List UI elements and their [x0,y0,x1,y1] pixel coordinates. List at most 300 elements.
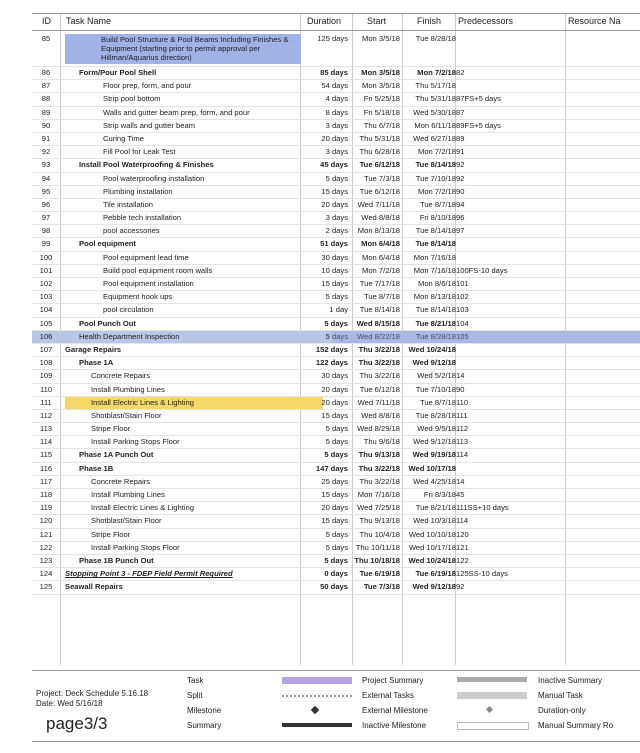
task-start: Thu 9/13/18 [358,450,400,460]
task-predecessors: 102 [456,292,469,302]
task-id: 123 [39,555,53,565]
task-name: Install Plumbing Lines [91,384,165,394]
task-id: 118 [39,490,53,499]
task-id: 93 [41,160,51,170]
task-predecessors: 14 [456,476,465,486]
task-start: Tue 6/19/18 [359,569,400,579]
task-name: Strip walls and gutter beam [103,120,196,130]
task-finish: Mon 8/13/18 [413,292,456,302]
task-name: Build pool equipment room walls [103,265,213,275]
task-finish: Wed 10/3/18 [413,516,456,526]
task-start: Thu 3/22/18 [359,371,400,381]
table-row [32,252,640,265]
task-predecessors: 96 [456,213,465,223]
task-duration: 4 days [325,94,348,104]
task-start: Thu 10/11/18 [355,542,400,552]
task-finish: Fri 8/10/18 [419,213,456,223]
table-row [32,357,640,370]
table-row [32,186,640,199]
task-finish: Wed 9/12/18 [413,437,456,447]
task-start: Wed 8/29/18 [357,424,400,434]
task-finish: Mon 7/16/18 [413,265,456,275]
task-start: Tue 7/3/18 [363,173,400,183]
task-finish: Wed 9/12/18 [412,358,456,368]
task-finish: Wed 4/25/18 [413,476,456,486]
task-name: Pool Punch Out [79,318,136,328]
task-name: Pebble tech installation [103,213,182,223]
task-id: 90 [41,120,51,130]
task-start: Thu 3/22/18 [359,476,400,486]
task-name: Walls and gutter beam prep, form, and pour [103,107,250,117]
task-start: Wed 8/22/18 [357,331,400,341]
legend-split: Split [187,691,203,700]
task-predecessors: 94 [456,199,465,209]
task-duration: 15 days [321,186,348,196]
task-name: Concrete Repairs [91,371,151,381]
task-duration: 45 days [320,160,348,170]
legend-inactive-summary: Inactive Summary [538,676,603,685]
inactive-milestone-symbol [457,722,529,730]
task-finish: Mon 7/2/18 [417,68,456,77]
task-duration: 15 days [321,279,348,288]
task-predecessors: 92 [456,173,465,183]
task-finish: Tue 6/19/18 [415,569,456,579]
task-name: Pool equipment installation [103,279,194,288]
task-finish: Tue 8/7/18 [419,397,456,407]
header-start: Start [367,16,387,26]
task-name: Health Department Inspection [79,331,180,341]
task-duration: 0 days [324,569,348,579]
legend-inactive-milestone: Inactive Milestone [362,721,427,730]
task-predecessors: 97 [456,226,465,236]
table-row [32,384,640,397]
table-row [32,146,640,159]
table-row [32,238,640,251]
table-row [32,581,640,594]
task-start: Tue 7/3/18 [363,582,400,592]
task-start: Mon 3/5/18 [362,81,400,91]
task-finish: Wed 10/17/18 [408,542,456,552]
task-name: Garage Repairs [65,344,122,354]
task-id: 106 [39,331,53,341]
split-symbol [282,695,352,697]
task-name: Phase 1A [79,358,114,368]
task-duration: 147 days [315,463,348,473]
table-header [32,13,640,31]
task-duration: 30 days [321,252,348,262]
task-duration: 51 days [320,239,348,249]
table-row [32,370,640,383]
task-id: 97 [41,213,51,223]
task-duration: 5 days [324,555,348,565]
task-name: Stopping Point 3 - FDEP Field Permit Required [65,569,233,579]
task-finish: Wed 9/5/18 [417,424,456,434]
task-predecessors: 111 [456,410,468,420]
task-finish: Tue 8/28/18 [415,34,456,43]
table-row [32,93,640,106]
task-name: Floor prep, form, and pour [103,81,192,91]
task-id: 111 [40,397,52,407]
task-predecessors: 112 [456,424,469,434]
header-duration: Duration [307,16,342,26]
task-name: Phase 1A Punch Out [79,450,154,460]
task-predecessors: 90 [456,186,465,196]
task-finish: Mon 7/16/18 [413,252,456,262]
task-name: Install Electric Lines & Lighting [91,503,194,513]
task-start: Thu 10/4/18 [359,529,400,539]
table-row [32,291,640,304]
task-finish: Wed 9/19/18 [412,450,456,460]
task-start: Thu 6/7/18 [363,120,400,130]
external-tasks-symbol [457,692,527,699]
table-row [32,555,640,568]
table-row [32,542,640,555]
task-predecessors: 110 [456,397,469,407]
task-duration: 20 days [321,199,348,209]
task-predecessors: 121 [456,542,469,552]
task-name: Curing Time [103,133,144,143]
task-duration: 125 days [317,34,348,43]
table-row [32,410,640,423]
table-row [32,133,640,146]
task-predecessors: 104 [456,318,469,328]
task-finish: Tue 8/28/18 [415,331,456,341]
task-finish: Wed 6/27/18 [413,133,456,143]
task-id: 121 [39,529,53,539]
task-start: Tue 8/14/18 [359,305,400,315]
legend-manual-task: Manual Task [538,691,583,700]
task-id: 112 [39,410,53,420]
task-id: 94 [41,173,51,183]
table-row [32,212,640,225]
task-id: 117 [39,476,53,486]
task-start: Thu 3/22/18 [358,344,400,354]
task-start: Mon 6/4/18 [362,252,400,262]
task-start: Thu 6/28/18 [359,147,400,157]
summary-bar-symbol [282,723,352,727]
table-row [32,173,640,186]
task-start: Tue 8/7/18 [363,292,400,302]
task-duration: 5 days [324,450,348,460]
task-bar-symbol [282,677,352,684]
table-row [32,489,640,502]
task-name: Install Plumbing Lines [91,490,165,499]
table-row [32,199,640,212]
task-predecessors: 92 [456,582,465,592]
task-name: Phase 1B Punch Out [79,555,154,565]
task-id: 105 [39,318,53,328]
legend-task: Task [187,676,204,685]
task-predecessors: 125SS-10 days [456,569,508,579]
legend-external-tasks: External Tasks [362,691,414,700]
task-duration: 5 days [325,529,348,539]
task-name: Shotblast/Stain Floor [91,410,162,420]
task-name: Pool equipment [79,239,136,249]
task-duration: 25 days [321,476,348,486]
table-row [32,331,640,344]
project-info [36,689,148,709]
project-date: Date: Wed 5/16/18 [36,699,103,708]
task-duration: 2 days [325,226,348,236]
task-start: Mon 7/16/18 [357,490,400,499]
task-duration: 5 days [325,424,348,434]
task-name: Strip pool bottom [103,94,161,104]
task-duration: 5 days [325,437,348,447]
header-id: ID [42,16,51,26]
header-resource: Resource Na [568,16,621,26]
task-id: 100 [39,252,53,262]
header-predecessors: Predecessors [458,16,514,26]
task-name: pool accessories [103,226,160,236]
task-finish: Tue 8/7/18 [419,199,456,209]
table-row [32,107,640,120]
task-start: Wed 8/8/18 [361,410,400,420]
task-finish: Wed 10/10/18 [408,529,456,539]
task-duration: 10 days [321,265,348,275]
task-finish: Wed 5/2/18 [417,371,456,381]
task-id: 119 [39,503,53,513]
task-id: 95 [41,186,51,196]
task-duration: 85 days [320,68,348,77]
task-id: 109 [39,371,53,381]
task-id: 125 [39,582,53,592]
task-predecessors: 111SS+10 days [456,503,509,513]
task-duration: 54 days [321,81,348,91]
task-predecessors: 101 [456,279,469,288]
task-duration: 15 days [321,516,348,526]
task-name: Plumbing installation [103,186,173,196]
task-predecessors: 113 [456,437,469,447]
task-start: Thu 9/13/18 [359,516,400,526]
project-name: Project: Deck Schedule 5.16.18 [36,689,149,698]
task-start: Tue 6/12/18 [359,160,400,170]
table-row [32,265,640,278]
task-predecessors: 114 [456,516,469,526]
task-finish: Tue 8/21/18 [415,503,456,513]
task-id: 86 [41,68,51,77]
task-start: Mon 7/2/18 [362,265,400,275]
task-predecessors: 87 [456,107,465,117]
task-finish: Wed 10/24/18 [408,555,456,565]
task-start: Tue 7/17/18 [359,279,400,288]
table-row [32,67,640,80]
task-start: Thu 3/22/18 [358,358,400,368]
table-row [32,436,640,449]
legend-manual-summary: Manual Summary Ro [538,721,614,730]
task-start: Thu 5/31/18 [359,133,400,143]
task-id: 96 [41,199,51,209]
header-finish: Finish [417,16,442,26]
milestone-diamond-icon [311,706,319,714]
task-duration: 20 days [321,503,348,513]
task-duration: 20 days [321,397,348,407]
task-name: Install Parking Stops Floor [91,542,180,552]
task-duration: 3 days [325,147,348,157]
table-row [32,529,640,542]
task-duration: 8 days [325,107,348,117]
table-row [32,449,640,462]
task-finish: Tue 8/21/18 [415,318,456,328]
task-predecessors: 14 [456,371,465,381]
task-name: Stripe Floor [91,529,131,539]
table-row [32,80,640,93]
task-duration: 30 days [321,371,348,381]
task-duration: 5 days [325,542,348,552]
task-finish: Tue 7/10/18 [415,384,456,394]
task-predecessors: 91 [456,147,465,157]
task-id: 99 [41,239,51,249]
task-duration: 20 days [321,384,348,394]
task-start: Wed 8/8/18 [361,213,400,223]
task-predecessors: 114 [456,450,469,460]
task-id: 102 [39,279,53,288]
task-name: Install Electric Lines & Lighting [65,397,323,409]
task-start: Mon 8/13/18 [357,226,400,236]
task-name: Form/Pour Pool Shell [79,68,157,77]
task-id: 89 [41,107,51,117]
task-predecessors: 89FS+5 days [456,120,501,130]
task-duration: 5 days [325,173,348,183]
task-id: 120 [39,516,53,526]
task-name: Pool equipment lead time [103,252,189,262]
task-start: Thu 3/22/18 [358,463,400,473]
task-predecessors: 120 [456,529,469,539]
task-start: Wed 7/11/18 [357,397,400,407]
table-row [32,120,640,133]
task-predecessors: 122 [456,555,469,565]
task-finish: Wed 9/12/18 [412,582,456,592]
task-table [32,31,640,595]
task-predecessors: 90 [456,384,465,394]
task-start: Mon 6/4/18 [361,239,400,249]
task-duration: 1 day [329,305,348,315]
task-predecessors: 105 [456,331,469,341]
task-id: 92 [41,147,51,157]
task-finish: Fri 8/3/18 [423,490,456,499]
task-finish: Tue 8/14/18 [415,160,456,170]
task-finish: Wed 10/17/18 [408,463,456,473]
project-summary-symbol [457,677,527,682]
table-row [32,476,640,489]
task-duration: 122 days [315,358,348,368]
legend-milestone: Milestone [187,706,222,715]
task-id: 101 [39,265,53,275]
task-id: 108 [39,358,53,368]
external-milestone-icon [486,706,493,713]
task-name: pool circulation [103,305,154,315]
task-start: Mon 3/5/18 [362,34,400,43]
task-name: Pool waterproofing installation [103,173,205,183]
task-predecessors: 87FS+5 days [456,94,501,104]
legend-project-summary: Project Summary [362,676,424,685]
task-finish: Tue 7/10/18 [415,173,456,183]
task-duration: 15 days [321,410,348,420]
task-duration: 50 days [320,582,348,592]
task-predecessors: 89 [456,133,465,143]
table-row [32,159,640,172]
task-finish: Mon 6/11/18 [414,120,456,130]
task-name: Install Pool Waterproofing & Finishes [79,160,214,170]
task-start: Fri 5/18/18 [363,107,400,117]
table-row [32,318,640,331]
task-predecessors: 92 [456,160,465,170]
task-finish: Wed 5/30/18 [413,107,456,117]
task-finish: Thu 5/17/18 [415,81,456,91]
task-name: Install Parking Stops Floor [91,437,180,447]
task-finish: Mon 7/2/18 [418,147,456,157]
task-id: 98 [41,226,51,236]
task-id: 115 [39,450,53,460]
task-predecessors: 45 [456,490,465,499]
task-start: Wed 7/11/18 [357,199,400,209]
task-predecessors: 103 [456,305,469,315]
table-row [32,515,640,528]
task-id: 103 [39,292,53,302]
header-task-name: Task Name [66,16,112,26]
legend-summary: Summary [187,721,222,730]
task-id: 87 [41,81,51,91]
task-predecessors: 100FS-10 days [456,265,508,275]
legend [32,670,640,742]
task-finish: Tue 8/28/18 [415,410,456,420]
task-predecessors: 82 [456,68,465,77]
table-row [32,423,640,436]
task-duration: 3 days [325,213,348,223]
table-row [32,568,640,581]
legend-duration-only: Duration-only [538,706,586,715]
task-finish: Mon 7/2/18 [418,186,456,196]
task-duration: 3 days [325,120,348,130]
task-finish: Tue 8/14/18 [415,239,456,249]
task-id: 88 [41,94,51,104]
task-id: 85 [41,34,51,43]
task-name: Build Pool Structure & Pool Beams Including Finishes & Equipment (starting prior to permit approval per Hillman/Aquarius direction) [65,34,301,64]
legend-external-milestone: External Milestone [362,706,428,715]
task-finish: Tue 8/14/18 [415,226,456,236]
task-finish: Thu 5/31/18 [415,94,456,104]
page-number: page3/3 [46,714,108,733]
task-start: Tue 6/12/18 [359,186,400,196]
task-duration: 20 days [321,133,348,143]
task-name: Equipment hook ups [103,292,173,302]
table-row [32,31,640,67]
task-duration: 5 days [325,331,348,341]
task-id: 114 [39,437,53,447]
task-id: 116 [39,463,53,473]
task-start: Wed 7/25/18 [357,503,400,513]
task-id: 91 [41,133,51,143]
task-id: 124 [39,569,53,579]
task-duration: 5 days [325,292,348,302]
task-name: Fill Pool for Leak Test [103,147,176,157]
task-start: Mon 3/5/18 [361,68,400,77]
task-start: Tue 6/12/18 [359,384,400,394]
task-duration: 5 days [324,318,348,328]
task-start: Thu 10/18/18 [354,555,400,565]
table-row [32,304,640,317]
task-start: Wed 8/15/18 [356,318,400,328]
task-name: Shotblast/Stain Floor [91,516,162,526]
task-duration: 15 days [321,490,348,499]
table-row [32,502,640,515]
table-row [32,278,640,291]
task-finish: Tue 8/14/18 [415,305,456,315]
task-start: Thu 9/6/18 [363,437,400,447]
task-finish: Mon 8/6/18 [418,279,456,288]
table-row [32,344,640,357]
task-id: 113 [39,424,53,434]
task-name: Stripe Floor [91,424,131,434]
